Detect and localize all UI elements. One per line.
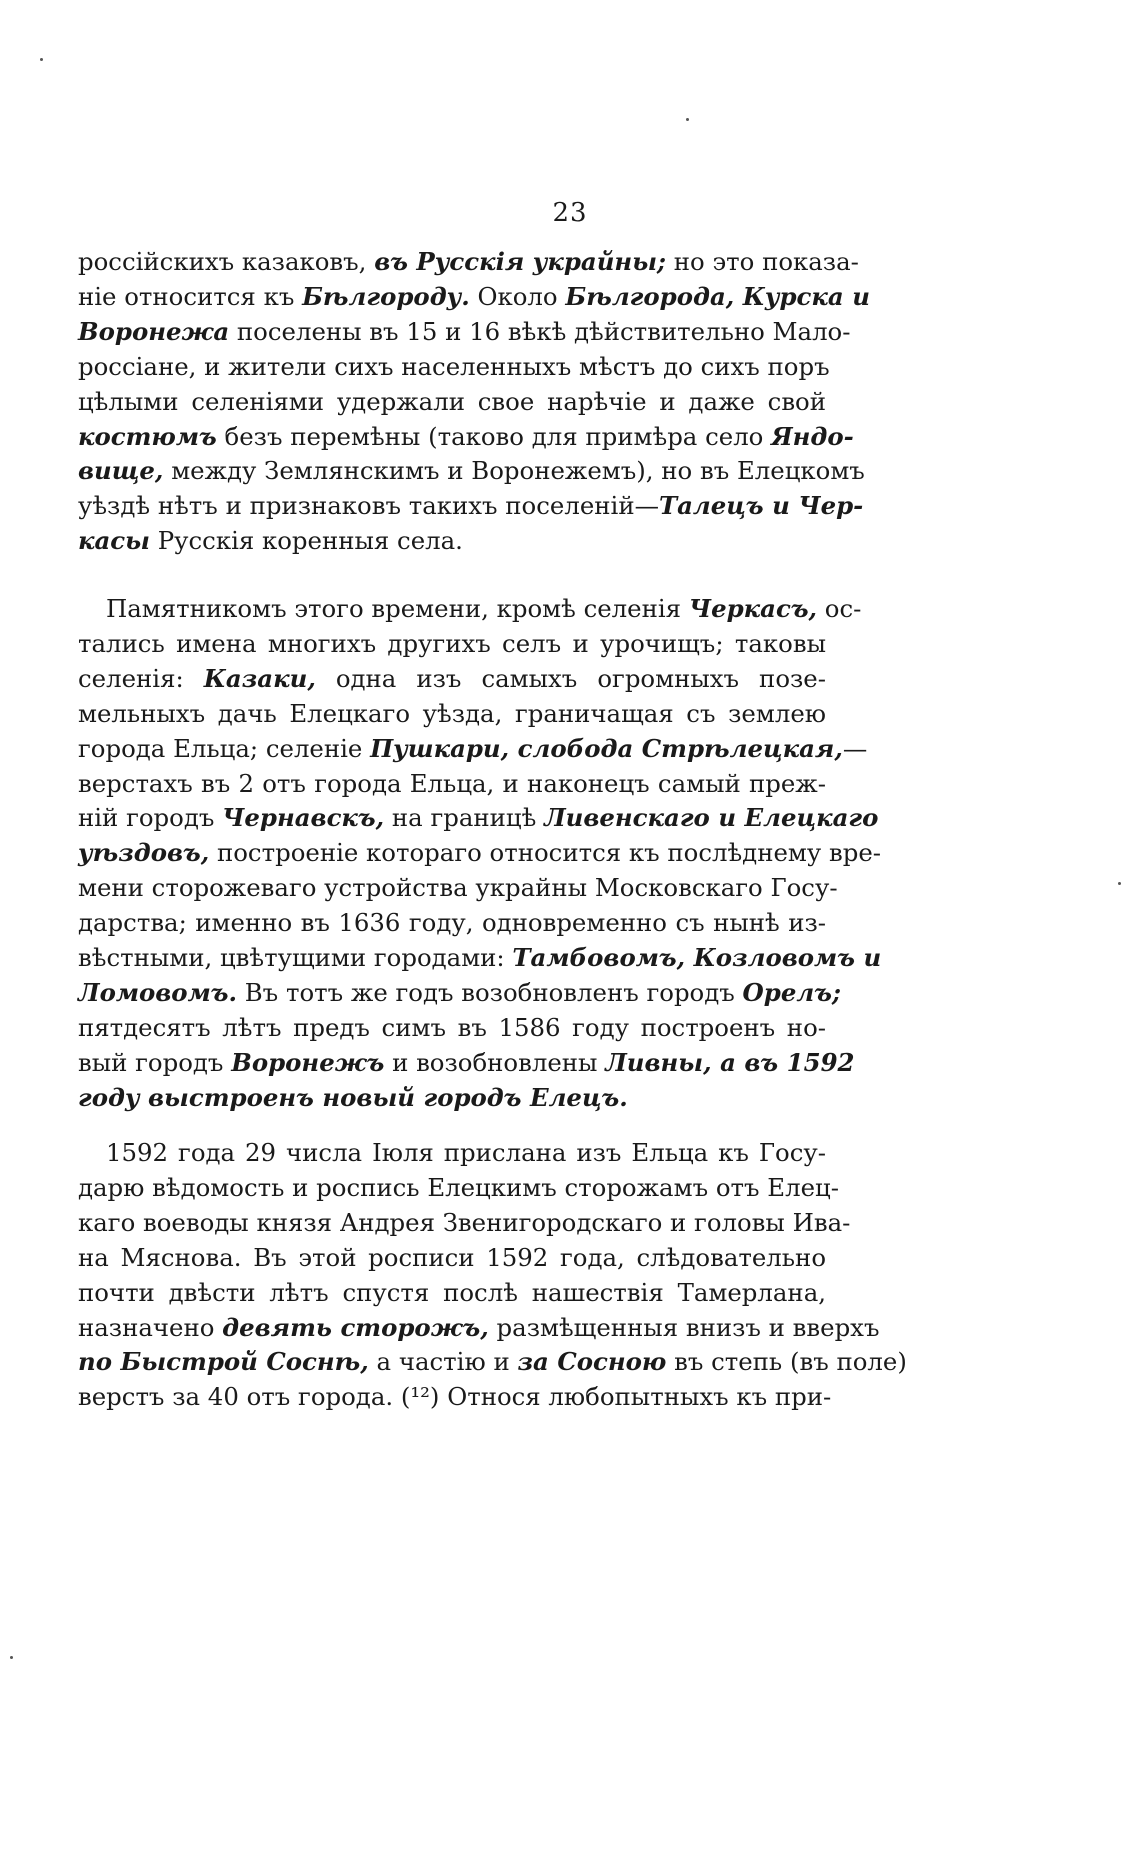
text-line [78, 420, 854, 455]
text-run: 1592 года 29 числа Іюля прислана изъ Ельца къ Госу- [106, 1138, 826, 1167]
text-run: ній городъ [78, 803, 223, 833]
text-line [78, 1380, 832, 1415]
italic-run: Яндо- [771, 421, 854, 451]
text-line [78, 245, 859, 280]
italic-run: уѣздовъ, [78, 838, 210, 868]
text-line [78, 1171, 839, 1206]
text-line [78, 489, 864, 524]
italic-run: Чернавскъ, [222, 803, 385, 833]
italic-run: Орелъ; [742, 977, 841, 1007]
text-run: россійскихъ казаковъ, [78, 247, 375, 276]
text-line [78, 1276, 826, 1311]
text-run: цѣлыми селеніями удержали свое нарѣчіе и даже свой [78, 386, 826, 416]
text-run: Около [469, 281, 566, 311]
text-run: поселены въ 15 и 16 вѣкѣ дѣйствительно Мало- [229, 316, 851, 346]
text-run: построеніе котораго относится къ послѣднему вре- [209, 838, 881, 868]
text-line [78, 1345, 907, 1380]
text-line [78, 592, 862, 627]
text-run: Русскія коренныя села. [149, 526, 463, 556]
italic-run: году выстроенъ новый городъ Елецъ. [78, 1082, 628, 1112]
text-run: пятдесятъ лѣтъ предъ симъ въ 1586 году построенъ но- [78, 1012, 826, 1042]
text-run: но это показа- [666, 247, 859, 276]
text-run: ніе относится къ [78, 281, 303, 311]
italic-run: девять сторожъ, [222, 1312, 489, 1342]
text-run: Памятникомъ этого времени, кромѣ селенія [106, 594, 689, 623]
text-line [78, 350, 830, 385]
text-line [78, 906, 826, 941]
text-run: каго воеводы князя Андрея Звенигородскаго и головы Ива- [78, 1207, 851, 1237]
text-run: на Мяснова. Въ этой росписи 1592 года, слѣдовательно [78, 1242, 826, 1272]
italic-run: Талецъ и Чер- [658, 491, 864, 521]
scan-speck [10, 1656, 13, 1659]
italic-run: вище, [78, 456, 164, 486]
text-run: вый городъ [78, 1047, 232, 1077]
text-run: а частію и [368, 1347, 518, 1377]
text-run: вѣстными, цвѣтущими городами: [78, 943, 513, 973]
text-run: почти двѣсти лѣтъ спустя послѣ нашествія Тамерлана, [78, 1277, 826, 1307]
text-line [78, 941, 882, 976]
paragraph-3 [78, 1136, 907, 1415]
text-line [78, 662, 826, 697]
text-run: ос- [817, 594, 862, 623]
scan-speck [40, 58, 43, 61]
text-line [78, 524, 826, 559]
text-line [78, 1241, 826, 1276]
italic-run: Воронежа [78, 316, 230, 346]
scan-speck [686, 118, 689, 121]
text-run: города Ельца; селеніе [78, 733, 371, 763]
text-line [78, 315, 851, 350]
paragraph-2 [78, 592, 882, 1116]
text-line [78, 1206, 851, 1241]
text-run: назначено [78, 1312, 223, 1342]
italic-run: Бѣлгорода, Курска и [565, 281, 870, 311]
scan-speck [1118, 882, 1121, 885]
italic-run: Воронежъ [231, 1047, 385, 1077]
italic-run: Ломовомъ. [78, 977, 237, 1007]
text-run: мельныхъ дачь Елецкаго уѣзда, граничащая съ землею [78, 698, 826, 728]
italic-run: по Быстрой Соснѣ, [78, 1347, 369, 1377]
italic-run: Казаки, [203, 663, 316, 693]
text-line [78, 1311, 880, 1346]
text-run: верстъ за 40 отъ города. (¹²) Относя любопытныхъ къ при- [78, 1382, 832, 1412]
italic-run: за Сосною [517, 1347, 667, 1377]
text-line [78, 1081, 826, 1116]
text-run: тались имена многихъ другихъ селъ и урочищъ; таковы [78, 628, 826, 658]
text-run: въ степь (въ поле) [666, 1347, 907, 1377]
text-run: на границѣ [384, 803, 545, 833]
italic-run: Бѣлгороду. [302, 281, 470, 311]
text-line [78, 697, 826, 732]
italic-run: Черкасъ, [688, 594, 818, 623]
text-run: россіане, и жители сихъ населенныхъ мѣстъ до сихъ поръ [78, 351, 830, 381]
page-number: 23 [552, 198, 588, 228]
text-line [78, 280, 870, 315]
text-line [78, 1136, 826, 1171]
text-run: дарю вѣдомость и роспись Елецкимъ сторожамъ отъ Елец- [78, 1172, 839, 1202]
italic-run: Тамбовомъ, Козловомъ и [512, 943, 882, 973]
italic-run: Ливны, а въ 1592 [605, 1047, 855, 1077]
italic-run: Пушкари, слобода Стрѣлецкая, [370, 733, 843, 763]
text-line [78, 871, 838, 906]
text-line [78, 1046, 855, 1081]
text-line [78, 976, 841, 1011]
text-run: между Землянскимъ и Воронежемъ), но въ Елецкомъ [163, 456, 865, 486]
text-run: безъ перемѣны (таково для примѣра село [216, 421, 772, 451]
text-run: размѣщенныя внизъ и вверхъ [488, 1312, 880, 1342]
italic-run: въ Русскія украйны; [374, 247, 667, 276]
text-line [78, 836, 881, 871]
text-line [78, 801, 879, 836]
text-run: уѣздѣ нѣтъ и признаковъ такихъ поселеній— [78, 491, 659, 521]
text-run: мени сторожеваго устройства украйны Московскаго Госу- [78, 873, 838, 903]
paragraph-1 [78, 245, 870, 559]
italic-run: Ливенскаго и Елецкаго [544, 803, 879, 833]
text-run: и возобновлены [384, 1047, 606, 1077]
text-line [78, 1011, 826, 1046]
text-line [78, 454, 865, 489]
text-run: селенія: [78, 663, 204, 693]
text-run: верстахъ въ 2 отъ города Ельца, и наконецъ самый преж- [78, 768, 826, 798]
text-line [78, 627, 826, 662]
text-line [78, 732, 868, 767]
italic-run: костюмъ [78, 421, 217, 451]
text-run: — [842, 733, 868, 763]
text-line [78, 385, 826, 420]
text-run: одна изъ самыхъ огромныхъ позе- [315, 663, 826, 693]
italic-run: касы [78, 526, 150, 556]
text-line [78, 767, 826, 802]
text-run: дарства; именно въ 1636 году, одновременно съ нынѣ из- [78, 908, 826, 938]
text-run: Въ тотъ же годъ возобновленъ городъ [237, 977, 743, 1007]
